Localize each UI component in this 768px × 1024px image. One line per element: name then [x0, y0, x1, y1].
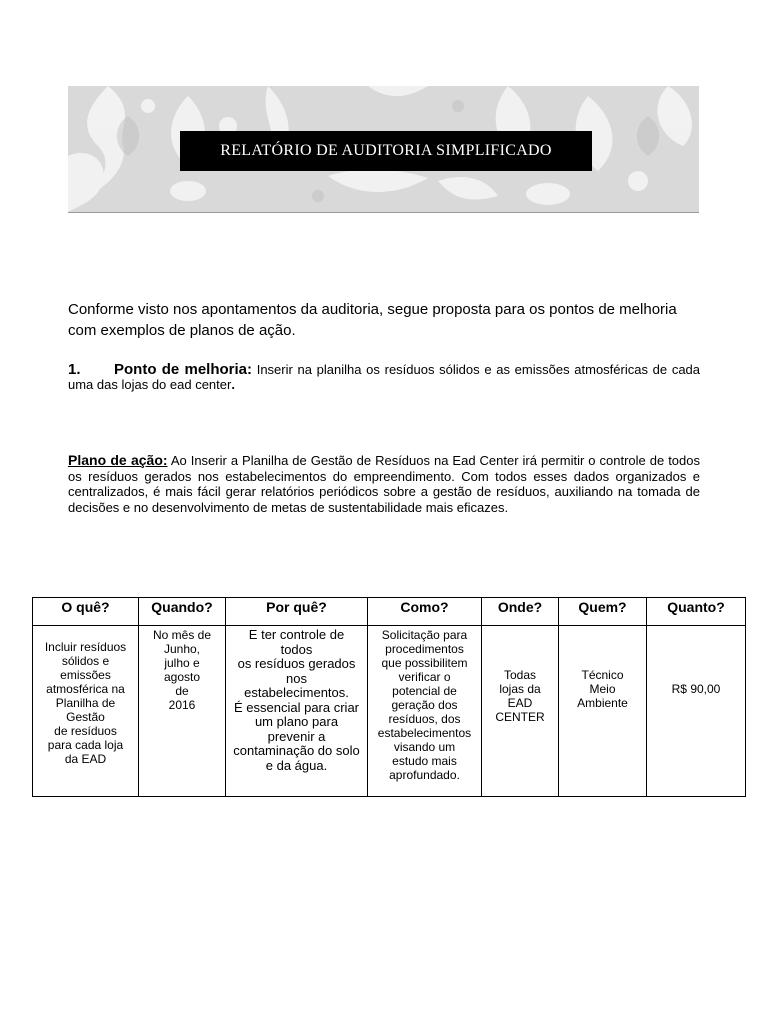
action-plan: [68, 453, 700, 515]
header-when: Quando?: [139, 598, 226, 626]
cell-where: [482, 626, 559, 797]
header-how-much: Quanto?: [647, 598, 746, 626]
intro-paragraph: Conforme visto nos apontamentos da auditoria, segue proposta para os pontos de melhoria com exemplos de planos de ação.: [68, 301, 677, 339]
table-header-row: [33, 598, 746, 626]
action-plan-table: [32, 597, 746, 797]
cell-who-text: Técnico Meio Ambiente: [577, 668, 628, 710]
point-label: Ponto de melhoria:: [114, 361, 253, 378]
point-text: Inserir na planilha os resíduos sólidos e as emissões atmosféricas de cada uma das lojas do ead center: [68, 362, 701, 392]
point-number: 1.: [68, 361, 81, 378]
cell-how: [368, 626, 482, 797]
header-what: O quê?: [33, 598, 139, 626]
cell-what: [33, 626, 139, 797]
header-where: Onde?: [482, 598, 559, 626]
cell-when: [139, 626, 226, 797]
cell-how-much: [647, 626, 746, 797]
cell-what-text: Incluir resíduos sólidos e emissões atmosférica na Planilha de Gestão de resíduos para cada loja da EAD: [44, 640, 127, 766]
cell-how-much-text: R$ 90,00: [671, 682, 721, 696]
plan-label: Plano de ação:: [68, 452, 168, 468]
cell-why: [226, 626, 368, 797]
plan-text: Ao Inserir a Planilha de Gestão de Resíduos na Ead Center irá permitir o controle de todos os resíduos gerados nos estabelecimentos do empreendimento. Com todos esses dados organizados e centralizados, é mais fácil gerar relatórios periódicos sobre a gestão de resíduos, auxiliando na tomada de decisões e no desenvolvimento de metas de sustentabilidade mais eficazes.: [68, 453, 700, 515]
report-title: RELATÓRIO DE AUDITORIA SIMPLIFICADO: [180, 131, 592, 171]
header-how: Como?: [368, 598, 482, 626]
cell-why-text: E ter controle de todos os resíduos gerados nos estabelecimentos. É essencial para criar um plano para prevenir a contaminação do solo e da água.: [233, 627, 360, 773]
cell-when-text: No mês de Junho, julho e agosto de 2016: [152, 628, 212, 712]
point-end: .: [231, 377, 235, 392]
cell-where-text: Todas lojas da EAD CENTER: [495, 668, 545, 724]
table-row: [33, 626, 746, 797]
improvement-point: [68, 362, 700, 392]
cell-who: [559, 626, 647, 797]
cell-how-text: Solicitação para procedimentos que possibilitem verificar o potencial de geração dos resíduos, dos estabelecimentos visando um estudo mais aprofundado.: [377, 628, 472, 782]
header-why: Por quê?: [226, 598, 368, 626]
header-who: Quem?: [559, 598, 647, 626]
